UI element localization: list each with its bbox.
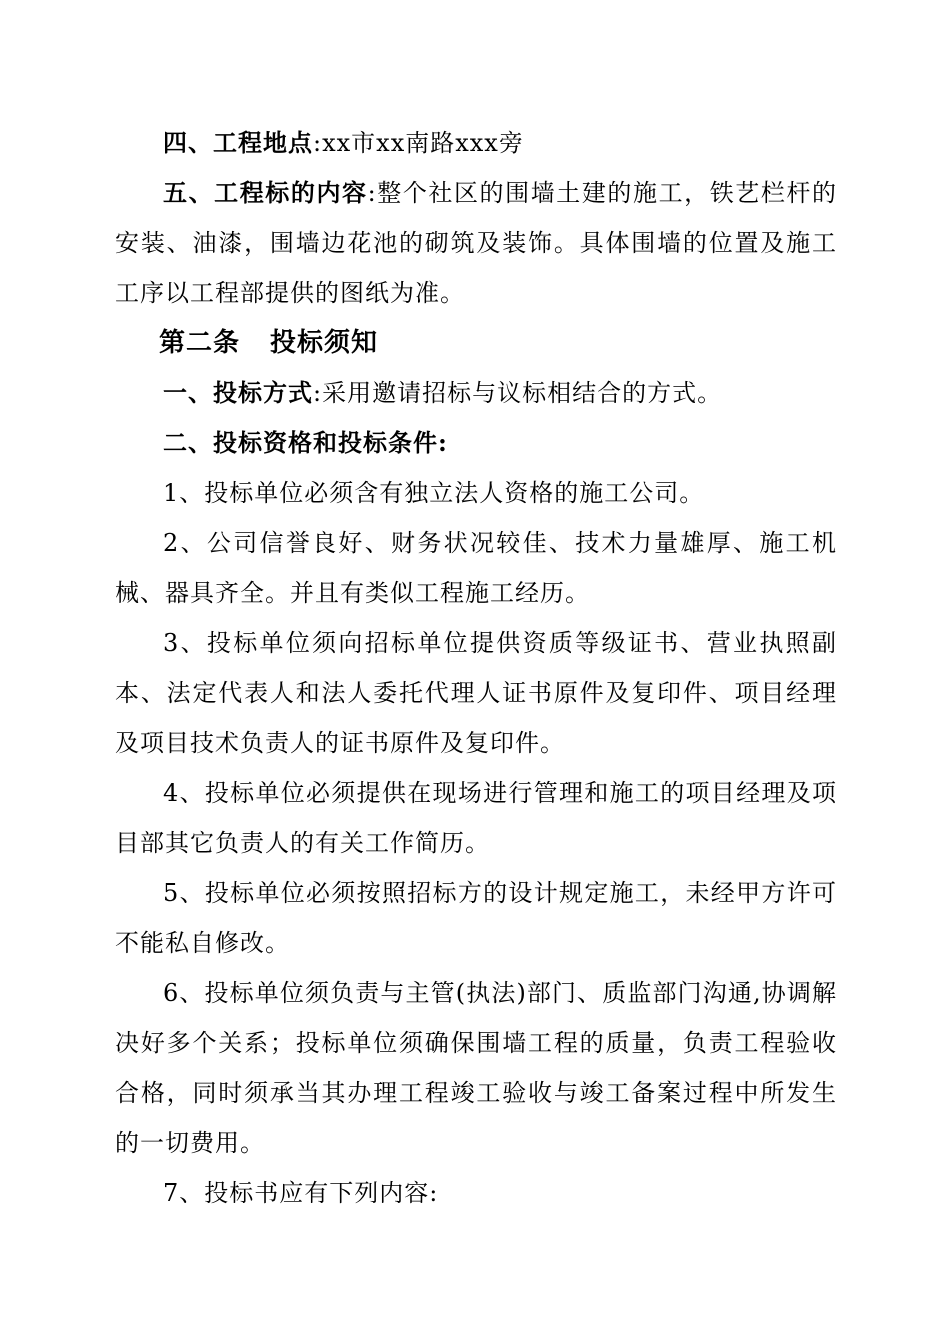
document-body bbox=[115, 118, 837, 1218]
project-scope-separator: : bbox=[367, 179, 377, 207]
project-location-text: xx市xx南路xxx旁 bbox=[322, 129, 524, 157]
article-heading bbox=[115, 318, 837, 368]
list-item: 3、投标单位须向招标单位提供资质等级证书、营业执照副本、法定代表人和法人委托代理人证书原件及复印件、项目经理及项目技术负责人的证书原件及复印件。 bbox=[115, 629, 837, 757]
project-location-paragraph bbox=[115, 118, 837, 168]
list-item: 1、投标单位必须含有独立法人资格的施工公司。 bbox=[163, 479, 705, 507]
article-number: 第二条 bbox=[159, 328, 241, 358]
list-item: 7、投标书应有下列内容: bbox=[163, 1179, 439, 1207]
project-scope-label: 五、工程标的内容 bbox=[163, 178, 368, 207]
list-item: 5、投标单位必须按照招标方的设计规定施工，未经甲方许可不能私自修改。 bbox=[115, 879, 837, 957]
bid-qualifications-heading: 二、投标资格和投标条件: bbox=[163, 428, 448, 457]
list-item: 4、投标单位必须提供在现场进行管理和施工的项目经理及项目部其它负责人的有关工作简历。 bbox=[115, 779, 837, 857]
list-item: 6、投标单位须负责与主管(执法)部门、质监部门沟通,协调解决好多个关系；投标单位须确保围墙工程的质量，负责工程验收合格，同时须承当其办理工程竣工验收与竣工备案过程中所发生的一切费用。 bbox=[115, 979, 837, 1157]
list-item: 2、公司信誉良好、财务状况较佳、技术力量雄厚、施工机械、器具齐全。并且有类似工程施工经历。 bbox=[115, 529, 837, 607]
bid-method-text: 采用邀请招标与议标相结合的方式。 bbox=[322, 379, 723, 407]
project-location-separator: : bbox=[313, 129, 323, 157]
bid-method-separator: : bbox=[313, 379, 323, 407]
bid-method-label: 一、投标方式 bbox=[163, 378, 313, 407]
project-scope-paragraph bbox=[115, 168, 837, 318]
project-scope-text: 整个社区的围墙土建的施工，铁艺栏杆的安装、油漆，围墙边花池的砌筑及装饰。具体围墙的位置及施工工序以工程部提供的图纸为准。 bbox=[115, 179, 838, 307]
project-location-label: 四、工程地点 bbox=[163, 128, 313, 157]
article-title: 投标须知 bbox=[270, 328, 379, 358]
bid-method-paragraph bbox=[115, 368, 837, 418]
